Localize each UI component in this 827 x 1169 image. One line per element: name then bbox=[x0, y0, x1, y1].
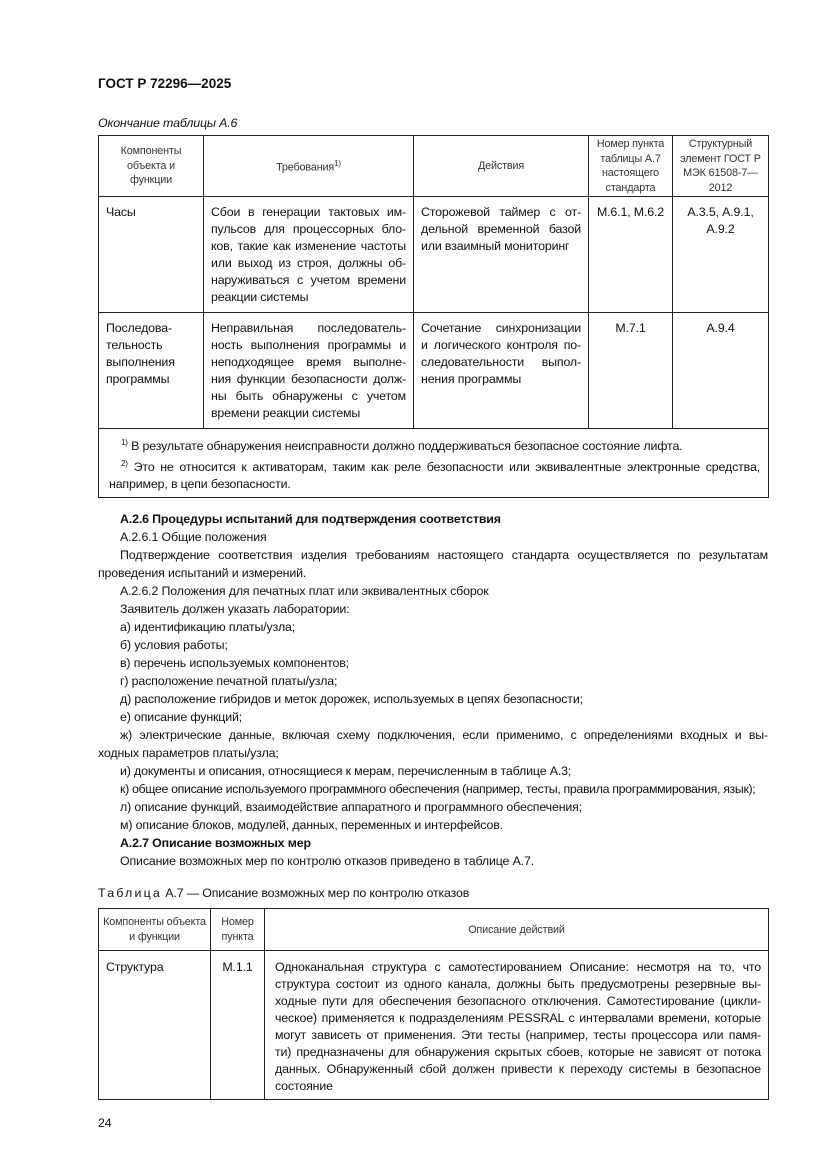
cell-text-line: пульсов для процессорных бло- bbox=[211, 222, 406, 236]
cell-text-line: ния функции безопасности долж- bbox=[211, 372, 406, 386]
footnotes bbox=[99, 429, 769, 498]
header-components: Компоненты объекта и функции bbox=[99, 136, 204, 197]
list-item: б) условия работы; bbox=[120, 638, 228, 653]
cell-text-line: Часы bbox=[106, 205, 136, 219]
cell-requirements bbox=[204, 313, 414, 429]
cell-text-line: ти) предназначены для обнаружения скрытых сбоев, которые не зависят от потока bbox=[275, 1045, 761, 1060]
cell-text-line: Последова- bbox=[106, 321, 172, 335]
cell-text-line: или взаимный мониторинг bbox=[421, 239, 570, 253]
cell-actions bbox=[414, 313, 589, 429]
header-components: Компоненты объекта и функции bbox=[99, 909, 211, 951]
cell-text-line: структура состоит из одного канала, должны быть предусмотрены резервные вы- bbox=[275, 977, 761, 992]
page-number: 24 bbox=[98, 1116, 112, 1131]
cell-text-line: ны быть обнаружены с учетом bbox=[211, 389, 406, 403]
document-title: ГОСТ Р 72296—2025 bbox=[98, 76, 232, 91]
cell-text-line: или выход из строя, должны об- bbox=[211, 256, 406, 270]
cell-text-line: следовательности выпол- bbox=[421, 355, 581, 369]
table-a6 bbox=[98, 135, 769, 498]
cell-measure: М.7.1 bbox=[589, 313, 673, 429]
cell-element bbox=[673, 313, 769, 429]
section-heading-a27: А.2.7 Описание возможных мер bbox=[120, 836, 311, 851]
cell-text-line: реакции системы bbox=[211, 290, 309, 304]
cell-text-line: нения программы bbox=[421, 372, 522, 386]
cell-text-line: выполнения bbox=[106, 355, 175, 369]
header-actions: Действия bbox=[414, 136, 589, 197]
paragraph-line: Подтверждение соответствия изделия требованиям настоящего стандарта осуществляется по результатам bbox=[120, 548, 768, 563]
cell-actions bbox=[414, 197, 589, 313]
page-content bbox=[98, 135, 768, 1132]
cell-text-line: времени реакции системы bbox=[211, 406, 361, 420]
table-continuation-label: Окончание таблицы А.6 bbox=[98, 116, 238, 130]
footnote-ref: 1) bbox=[334, 158, 341, 168]
cell-text-line: программы bbox=[106, 372, 170, 386]
caption-word: Таблица bbox=[98, 886, 162, 901]
list-item: ж) электрические данные, включая схему подключения, если применимо, с определениями входных и вы- bbox=[120, 728, 768, 743]
header-requirements bbox=[204, 136, 414, 197]
list-item: л) описание функций, взаимодействие аппаратного и программного обеспечения; bbox=[120, 800, 583, 815]
cell-text-line: данных. Обнаруженный сбой должен привести к переходу системы в безопасное bbox=[275, 1062, 761, 1077]
header-number: Номер пункта bbox=[211, 909, 265, 951]
footnote-1 bbox=[109, 434, 760, 455]
cell-text-line: Сторожевой таймер с от- bbox=[421, 205, 581, 219]
cell-text-line: и логического контроля по- bbox=[421, 338, 581, 352]
cell-text-line: состояние bbox=[275, 1079, 333, 1094]
cell-text-line: ков, такие как изменение частоты bbox=[211, 239, 406, 253]
list-item: г) расположение печатной платы/узла; bbox=[120, 674, 338, 689]
list-item: а) идентификацию платы/узла; bbox=[120, 620, 296, 635]
paragraph: Заявитель должен указать лаборатории: bbox=[120, 602, 350, 617]
subsection-heading-a261: А.2.6.1 Общие положения bbox=[120, 530, 267, 545]
list-item: м) описание блоков, модулей, данных, переменных и интерфейсов. bbox=[120, 818, 503, 833]
table-row bbox=[99, 951, 769, 1100]
paragraph: Описание возможных мер по контролю отказов приведено в таблице А.7. bbox=[120, 854, 535, 869]
footnotes-row bbox=[99, 429, 769, 498]
cell-text-line: наруживаться с учетом времени bbox=[211, 273, 406, 287]
cell-description bbox=[265, 951, 769, 1100]
list-item: в) перечень используемых компонентов; bbox=[120, 656, 349, 671]
section-heading-a26: А.2.6 Процедуры испытаний для подтверждения соответствия bbox=[120, 512, 501, 527]
footnote-mark: 2) bbox=[121, 459, 128, 469]
list-item-continuation: ходных параметров платы/узла; bbox=[98, 746, 279, 761]
footnote-mark: 1) bbox=[121, 438, 128, 447]
paragraph-line: проведения испытаний и измерений. bbox=[98, 566, 307, 581]
caption-text: А.7 — Описание возможных мер по контролю отказов bbox=[165, 886, 470, 901]
table-header-row bbox=[99, 909, 769, 951]
cell-element bbox=[673, 197, 769, 313]
cell-text-line: А.3.5, А.9.1, bbox=[687, 205, 754, 219]
list-item: к) общее описание используемого программного обеспечения (например, тесты, правила программирования, язык); bbox=[120, 782, 756, 797]
footnote-text: Это не относится к активаторам, таким как реле безопасности или эквивалентные электронные средства, например, в цепи безопасности. bbox=[109, 460, 760, 492]
cell-component: Структура bbox=[99, 951, 211, 1100]
cell-text-line: тельность bbox=[106, 338, 163, 352]
cell-text-line: Сочетание синхронизации bbox=[421, 321, 581, 335]
cell-text-line: ческое) применяется к подразделениям PESSRAL с интервалами времени, которые bbox=[275, 1011, 761, 1026]
cell-text-line: Сбои в генерации тактовых им- bbox=[211, 205, 406, 219]
cell-component bbox=[99, 313, 204, 429]
cell-text-line: ходные пути для обеспечения безопасного отключения. Самотестирование (цикли- bbox=[275, 994, 761, 1009]
cell-text-line: могут зависеть от применения. Эти тесты (например, тесты процессора или памя- bbox=[275, 1028, 761, 1043]
cell-measure: М.6.1, М.6.2 bbox=[589, 197, 673, 313]
subsection-heading-a262: А.2.6.2 Положения для печатных плат или эквивалентных сборок bbox=[120, 584, 489, 599]
header-requirements-text: Требования bbox=[276, 161, 335, 174]
cell-number: М.1.1 bbox=[211, 951, 265, 1100]
table-header-row bbox=[99, 136, 769, 197]
cell-text-line: Неправильная последователь- bbox=[211, 321, 406, 335]
cell-text-line: дельной временной базой bbox=[421, 222, 581, 236]
cell-requirements bbox=[204, 197, 414, 313]
cell-text-line: Одноканальная структура с самотестированием Описание: несмотря на то, что bbox=[275, 960, 761, 975]
cell-text-line: ность выполнения программы и bbox=[211, 338, 406, 352]
list-item: д) расположение гибридов и меток дорожек, используемых в цепях безопасности; bbox=[120, 692, 583, 707]
cell-text-line: А.9.2 bbox=[706, 222, 735, 236]
cell-text-line: А.9.4 bbox=[706, 321, 735, 335]
table-a7 bbox=[98, 908, 769, 1100]
header-structural-element: Структурный элемент ГОСТ Р МЭК 61508-7—2012 bbox=[673, 136, 769, 197]
list-item: е) описание функций; bbox=[120, 710, 243, 725]
section-text bbox=[98, 510, 768, 870]
footnote-text: В результате обнаружения неисправности должно поддерживаться безопасное состояние лифта. bbox=[131, 439, 683, 454]
header-measure-number: Номер пункта таблицы А.7 настоящего стандарта bbox=[589, 136, 673, 197]
header-description: Описание действий bbox=[265, 909, 769, 951]
list-item: и) документы и описания, относящиеся к мерам, перечисленным в таблице А.3; bbox=[120, 764, 572, 779]
footnote-2 bbox=[109, 455, 760, 493]
table-caption bbox=[98, 884, 768, 902]
cell-component bbox=[99, 197, 204, 313]
cell-text-line: неподходящее время выполне- bbox=[211, 355, 406, 369]
table-row bbox=[99, 197, 769, 313]
table-row bbox=[99, 313, 769, 429]
